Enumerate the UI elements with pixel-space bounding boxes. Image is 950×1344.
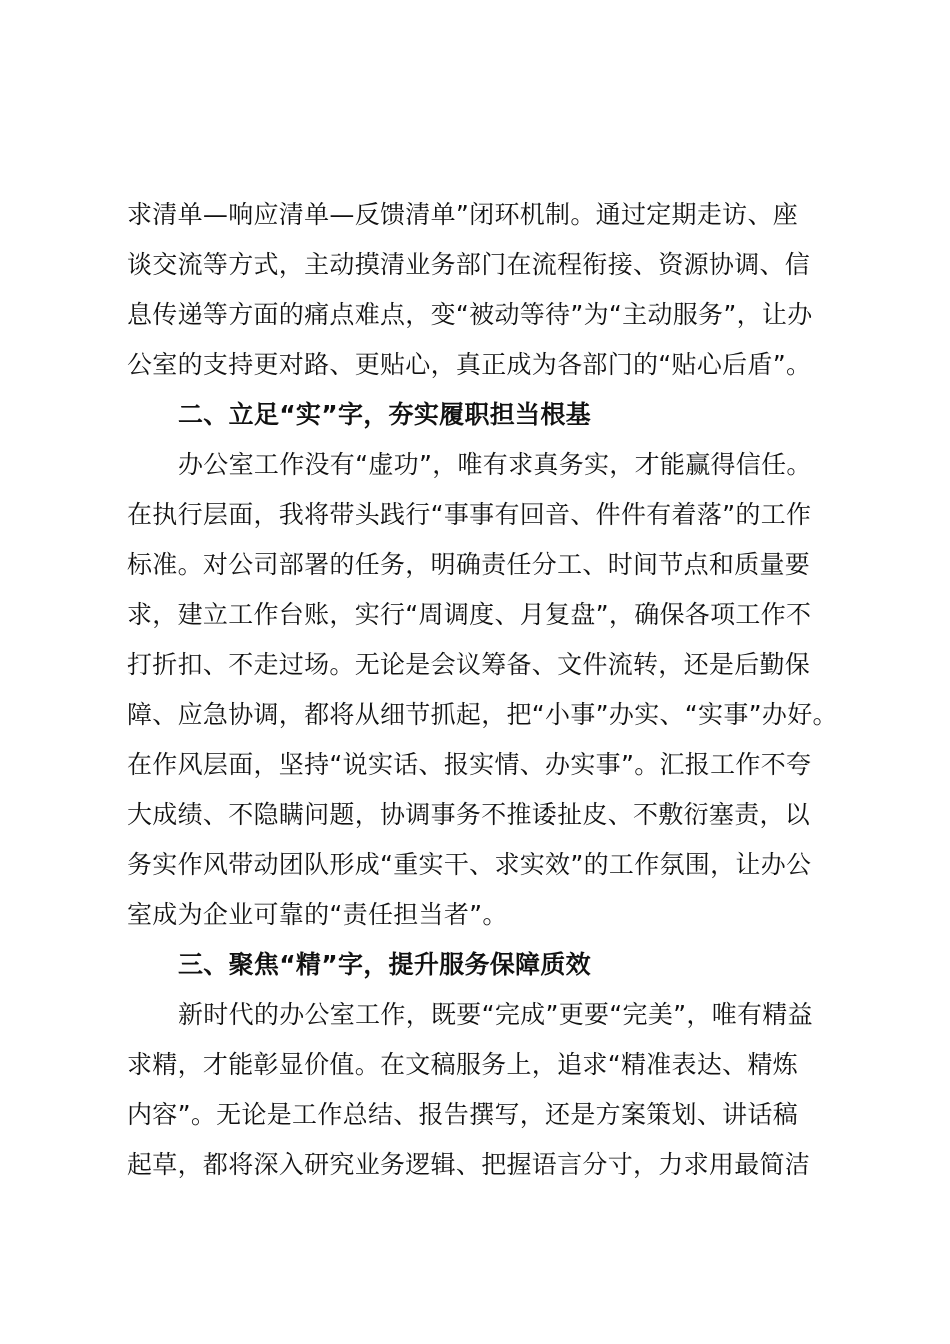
paragraph-line: 室成为企业可靠的“责任担当者”。 [127, 900, 508, 929]
paragraph-line: 公室的支持更对路、更贴心，真正成为各部门的“贴心后盾”。 [127, 350, 812, 379]
paragraph-line: 求精，才能彰显价值。在文稿服务上，追求“精准表达、精炼 [127, 1050, 799, 1079]
paragraph-line: 打折扣、不走过场。无论是会议筹备、文件流转，还是后勤保 [127, 650, 811, 679]
paragraph-line: 标准。对公司部署的任务，明确责任分工、时间节点和质量要 [127, 550, 811, 579]
section-heading-2: 二、立足“实”字，夯实履职担当根基 [178, 400, 591, 429]
paragraph-line: 新时代的办公室工作，既要“完成”更要“完美”，唯有精益 [178, 1000, 813, 1029]
paragraph-line: 在作风层面，坚持“说实话、报实情、办实事”。汇报工作不夸 [127, 750, 812, 779]
paragraph-line: 障、应急协调，都将从细节抓起，把“小事”办实、“实事”办好。 [127, 700, 838, 729]
paragraph-line: 求清单—响应清单—反馈清单”闭环机制。通过定期走访、座 [127, 200, 799, 229]
paragraph-line: 求，建立工作台账，实行“周调度、月复盘”，确保各项工作不 [127, 600, 812, 629]
paragraph-line: 谈交流等方式，主动摸清业务部门在流程衔接、资源协调、信 [127, 250, 811, 279]
section-heading-3: 三、聚焦“精”字，提升服务保障质效 [178, 950, 591, 979]
paragraph-line: 内容”。无论是工作总结、报告撰写，还是方案策划、讲话稿 [127, 1100, 799, 1129]
paragraph-line: 息传递等方面的痛点难点，变“被动等待”为“主动服务”，让办 [127, 300, 813, 329]
paragraph-line: 大成绩、不隐瞒问题，协调事务不推诿扯皮、不敷衍塞责，以 [127, 800, 811, 829]
paragraph-line: 起草，都将深入研究业务逻辑、把握语言分寸，力求用最简洁 [127, 1150, 811, 1179]
paragraph-line: 在执行层面，我将带头践行“事事有回音、件件有着落”的工作 [127, 500, 812, 529]
paragraph-line: 办公室工作没有“虚功”，唯有求真务实，才能赢得信任。 [178, 450, 812, 479]
paragraph-line: 务实作风带动团队形成“重实干、求实效”的工作氛围，让办公 [127, 850, 812, 879]
